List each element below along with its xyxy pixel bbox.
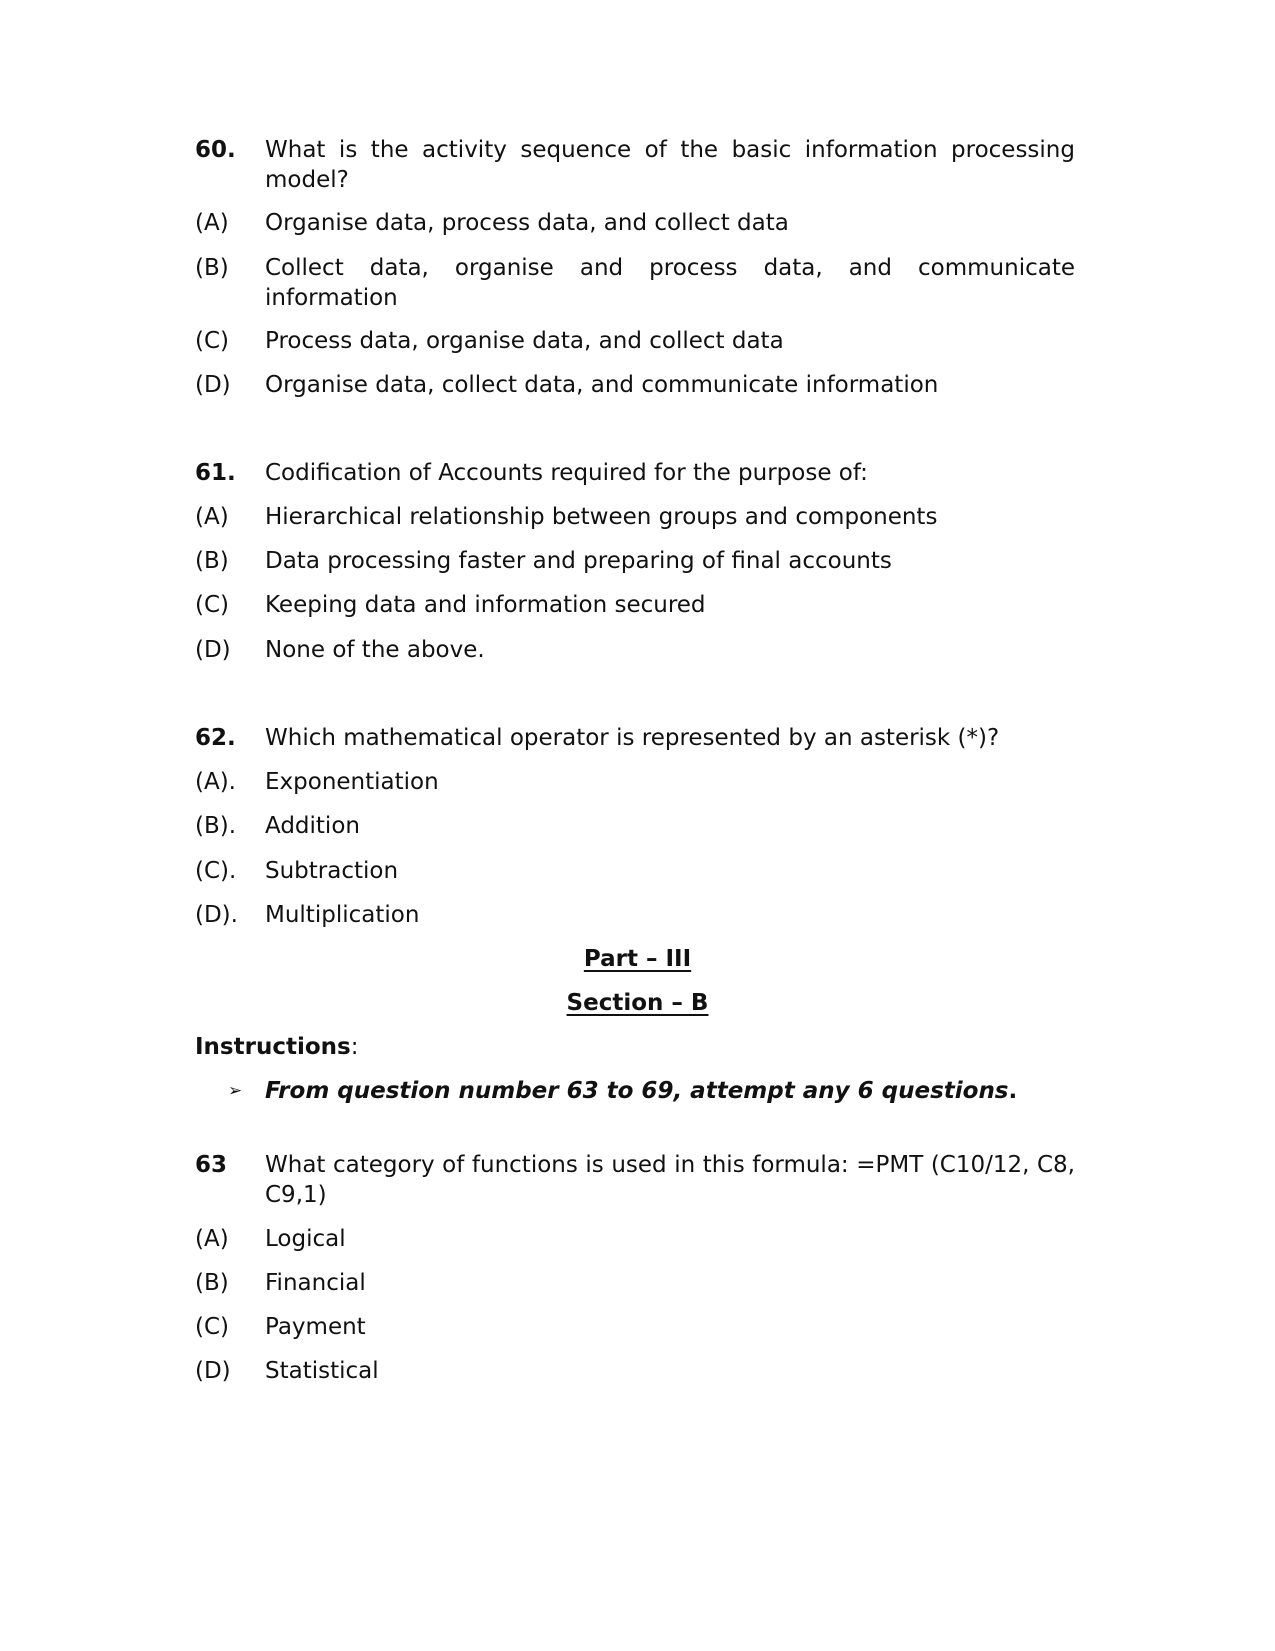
option-label: (B).: [195, 813, 237, 839]
option-63-c: [195, 1312, 1075, 1342]
option-text: None of the above.: [265, 637, 485, 663]
option-61-a: [195, 502, 1075, 532]
option-text: Organise data, process data, and collect data: [265, 210, 789, 236]
option-label: (A): [195, 1226, 229, 1252]
option-text: Payment: [265, 1314, 366, 1340]
option-label: (A): [195, 504, 229, 530]
section-heading: [0, 988, 1275, 1018]
section-heading-text: Section – B: [566, 990, 709, 1016]
arrow-bullet-icon: ➢: [228, 1081, 243, 1101]
option-63-d: [195, 1356, 1075, 1386]
option-text: Collect data, organise and process data, and communicate information: [265, 255, 1075, 311]
instruction-end: .: [1008, 1078, 1018, 1104]
option-text: Organise data, collect data, and communicate information: [265, 372, 939, 398]
option-text: Keeping data and information secured: [265, 592, 706, 618]
option-text: Multiplication: [265, 902, 420, 928]
option-63-b: [195, 1268, 1075, 1298]
instruction-text: From question number 63 to 69, attempt any 6 questions: [265, 1078, 1009, 1104]
option-label: (D): [195, 372, 231, 398]
question-60: [195, 135, 1075, 195]
option-62-c: [195, 856, 1075, 886]
part-heading: [0, 944, 1275, 974]
option-text: Data processing faster and preparing of final accounts: [265, 548, 892, 574]
option-text: Statistical: [265, 1358, 379, 1384]
question-text: What category of functions is used in this formula: =PMT (C10/12, C8, C9,1): [265, 1152, 1075, 1208]
instruction-item: [228, 1076, 1088, 1106]
option-label: (D).: [195, 902, 238, 928]
option-label: (C): [195, 592, 230, 618]
question-text: Which mathematical operator is represented by an asterisk (*)?: [265, 725, 1000, 751]
option-60-d: [195, 370, 1075, 400]
question-number: 63: [195, 1152, 228, 1178]
option-text: Hierarchical relationship between groups and components: [265, 504, 938, 530]
instructions-label: Instructions: [195, 1034, 351, 1060]
part-heading-text: Part – III: [583, 946, 692, 972]
option-label: (B): [195, 1270, 229, 1296]
option-62-b: [195, 811, 1075, 841]
option-label: (D): [195, 637, 231, 663]
option-text: Logical: [265, 1226, 346, 1252]
option-60-c: [195, 326, 1075, 356]
option-text: Subtraction: [265, 858, 399, 884]
question-text: Codification of Accounts required for the purpose of:: [265, 460, 868, 486]
question-61: [195, 458, 1075, 488]
option-label: (D): [195, 1358, 231, 1384]
question-63: [195, 1150, 1075, 1210]
option-label: (C): [195, 1314, 230, 1340]
option-text: Financial: [265, 1270, 366, 1296]
question-number: 62.: [195, 725, 236, 751]
option-label: (C): [195, 328, 230, 354]
option-text: Addition: [265, 813, 360, 839]
option-61-c: [195, 590, 1075, 620]
instructions-colon: :: [350, 1034, 359, 1060]
option-text: Exponentiation: [265, 769, 439, 795]
question-number: 60.: [195, 137, 236, 163]
option-62-a: [195, 767, 1075, 797]
option-label: (A).: [195, 769, 236, 795]
option-label: (B): [195, 548, 229, 574]
option-62-d: [195, 900, 1075, 930]
option-text: Process data, organise data, and collect data: [265, 328, 784, 354]
option-63-a: [195, 1224, 1075, 1254]
instructions-title: [195, 1032, 358, 1062]
question-number: 61.: [195, 460, 236, 486]
option-61-d: [195, 635, 1075, 665]
option-60-b: [195, 253, 1075, 313]
option-label: (B): [195, 255, 229, 281]
option-label: (A): [195, 210, 229, 236]
question-text: What is the activity sequence of the basic information processing model?: [265, 137, 1075, 193]
option-label: (C).: [195, 858, 237, 884]
question-62: [195, 723, 1075, 753]
option-60-a: [195, 208, 1075, 238]
option-61-b: [195, 546, 1075, 576]
